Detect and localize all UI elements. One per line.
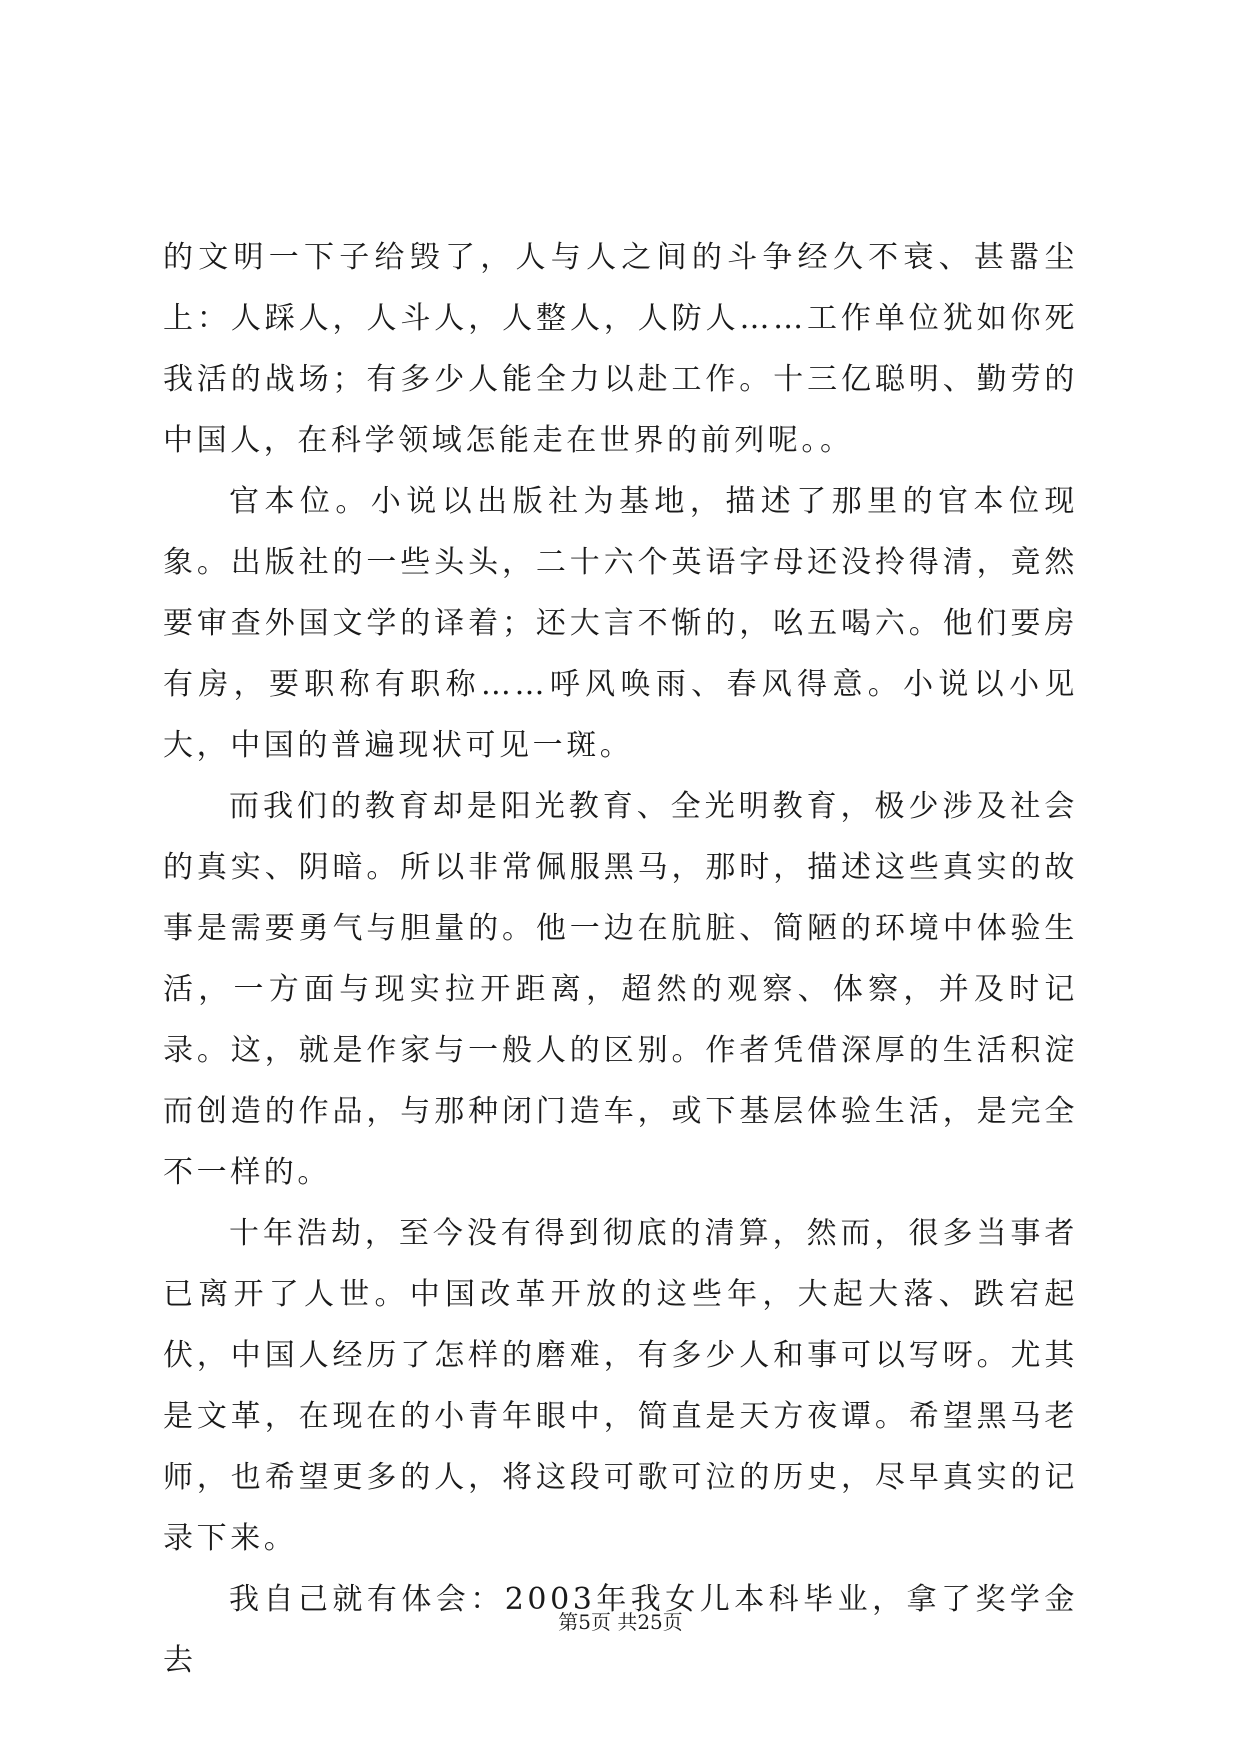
paragraph-3: 而我们的教育却是阳光教育、全光明教育，极少涉及社会的真实、阴暗。所以非常佩服黑马，那时，描述这些真实的故事是需要勇气与胆量的。他一边在肮脏、简陋的环境中体验生活，一方面与现实拉开距离，超然的观察、体察，并及时记录。这，就是作家与一般人的区别。作者凭借深厚的生活积淀而创造的作品，与那种闭门造车，或下基层体验生活，是完全不一样的。 xyxy=(163,789,1078,1190)
body-text xyxy=(163,227,1078,1691)
paragraph-5: 我自己就有体会：2003年我女儿本科毕业，拿了奖学金去 xyxy=(163,1582,1078,1678)
page-footer: 第5页 共25页 xyxy=(558,1610,683,1634)
paragraph-4: 十年浩劫，至今没有得到彻底的清算，然而，很多当事者已离开了人世。中国改革开放的这些年，大起大落、跌宕起伏，中国人经历了怎样的磨难，有多少人和事可以写呀。尤其是文革，在现在的小青年眼中，简直是天方夜谭。希望黑马老师，也希望更多的人，将这段可歌可泣的历史，尽早真实的记录下来。 xyxy=(163,1216,1078,1556)
paragraph-2: 官本位。小说以出版社为基地，描述了那里的官本位现象。出版社的一些头头，二十六个英语字母还没拎得清，竟然要审查外国文学的译着；还大言不惭的，吆五喝六。他们要房有房，要职称有职称……呼风唤雨、春风得意。小说以小见大，中国的普遍现状可见一斑。 xyxy=(163,484,1078,763)
paragraph-1: 的文明一下子给毁了，人与人之间的斗争经久不衰、甚嚣尘上：人踩人，人斗人，人整人，人防人……工作单位犹如你死我活的战场；有多少人能全力以赴工作。十三亿聪明、勤劳的中国人，在科学领域怎能走在世界的前列呢。。 xyxy=(163,240,1078,458)
